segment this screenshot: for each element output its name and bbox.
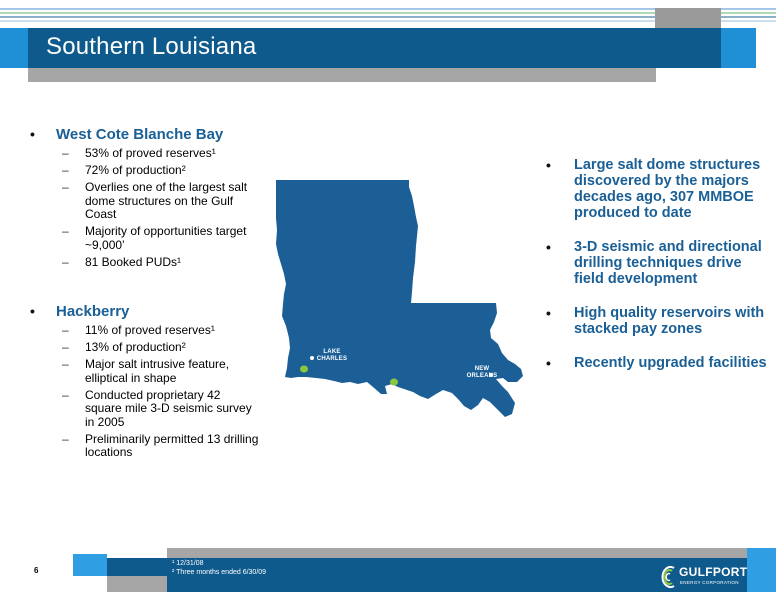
bullet-icon: •	[546, 157, 551, 173]
left-column	[30, 126, 260, 484]
list-item	[62, 164, 260, 178]
highlight-text: Recently upgraded facilities	[574, 355, 767, 371]
bullet-icon: •	[546, 305, 551, 321]
list-item	[62, 324, 260, 338]
footnote-1: ¹ 12/31/08	[172, 560, 204, 567]
logo-subtitle: ENERGY CORPORATION	[680, 580, 739, 585]
list-item-text: Overlies one of the largest salt dome structures on the Gulf Coast	[85, 180, 248, 221]
sub-list	[62, 324, 260, 460]
section-heading	[30, 303, 260, 320]
bullet-icon: •	[546, 355, 551, 371]
list-item-text: 11% of proved reserves¹	[85, 323, 215, 337]
highlight-item	[546, 239, 768, 287]
header-gray-block-bottom	[28, 68, 656, 82]
dash-icon: –	[62, 180, 69, 194]
bullet-icon: •	[30, 303, 35, 319]
louisiana-state-shape	[276, 180, 523, 417]
footer-gray-block-bottom	[107, 576, 167, 592]
list-item-text: 53% of proved reserves¹	[85, 146, 216, 160]
list-item	[62, 389, 260, 430]
dash-icon: –	[62, 431, 69, 446]
gulfport-logo	[658, 560, 758, 592]
highlight-item	[546, 305, 768, 337]
section-title: Hackberry	[56, 303, 130, 320]
list-item-text: 72% of production²	[85, 163, 186, 177]
list-item	[62, 341, 260, 355]
dash-icon: –	[62, 387, 69, 402]
list-item	[62, 147, 260, 161]
highlight-item	[546, 157, 768, 221]
list-item	[62, 225, 260, 252]
wcbb-field-marker	[390, 379, 398, 386]
section-heading	[30, 126, 260, 143]
list-item-text: Preliminarily permitted 13 drilling locations	[85, 431, 259, 459]
footnotes	[172, 559, 266, 577]
new-orleans-label: NEW ORLEANS	[466, 366, 498, 379]
footer-accent-left	[73, 554, 107, 576]
highlight-text: Large salt dome structures discovered by the majors decades ago, 307 MMBOE produced to date	[574, 157, 761, 221]
page-title: Southern Louisiana	[46, 33, 257, 60]
header-accent-left	[0, 28, 28, 68]
list-item-text: Majority of opportunities target ~9,000’	[85, 224, 247, 252]
list-item-text: Conducted proprietary 42 square mile 3-D seismic survey in 2005	[85, 387, 252, 429]
highlight-item	[546, 355, 768, 371]
header-accent-right	[721, 28, 756, 68]
right-column	[546, 157, 768, 389]
gulfport-logo-mark-icon	[658, 562, 678, 592]
highlight-text: 3-D seismic and directional drilling techniques drive field development	[574, 239, 762, 287]
dash-icon: –	[62, 357, 69, 371]
dash-icon: –	[62, 146, 69, 160]
lake-charles-label: LAKE CHARLES	[316, 349, 348, 362]
list-item	[62, 358, 260, 385]
sub-list	[62, 147, 260, 269]
dash-icon: –	[62, 224, 69, 238]
list-item	[62, 181, 260, 222]
logo-name: GULFPORT	[679, 565, 748, 579]
section-west-cote-blanche-bay	[30, 126, 260, 269]
list-item	[62, 256, 260, 270]
hackberry-field-label: HACKBERRY FIELD	[280, 388, 320, 401]
bullet-icon: •	[546, 239, 551, 255]
dash-icon: –	[62, 340, 69, 354]
footnote-2: ² Three months ended 6/30/09	[172, 569, 267, 576]
list-item	[62, 433, 260, 460]
louisiana-map	[270, 170, 532, 430]
hackberry-field-marker	[300, 366, 308, 373]
wcbb-field-label: WEST COTE BLANCHE BAY FIELD	[360, 399, 406, 419]
dash-icon: –	[62, 254, 69, 269]
list-item-text: Major salt intrusive feature, elliptical in shape	[85, 357, 230, 385]
list-item-text: 13% of production²	[85, 340, 186, 354]
dash-icon: –	[62, 323, 69, 337]
dash-icon: –	[62, 163, 69, 177]
highlight-text: High quality reservoirs with stacked pay zones	[574, 305, 765, 337]
bullet-icon: •	[30, 126, 35, 142]
footer-gray-block-top	[167, 548, 747, 558]
section-title: West Cote Blanche Bay	[56, 126, 224, 143]
list-item-text: 81 Booked PUDs¹	[85, 254, 182, 269]
section-hackberry	[30, 303, 260, 460]
page-number: 6	[34, 566, 39, 575]
